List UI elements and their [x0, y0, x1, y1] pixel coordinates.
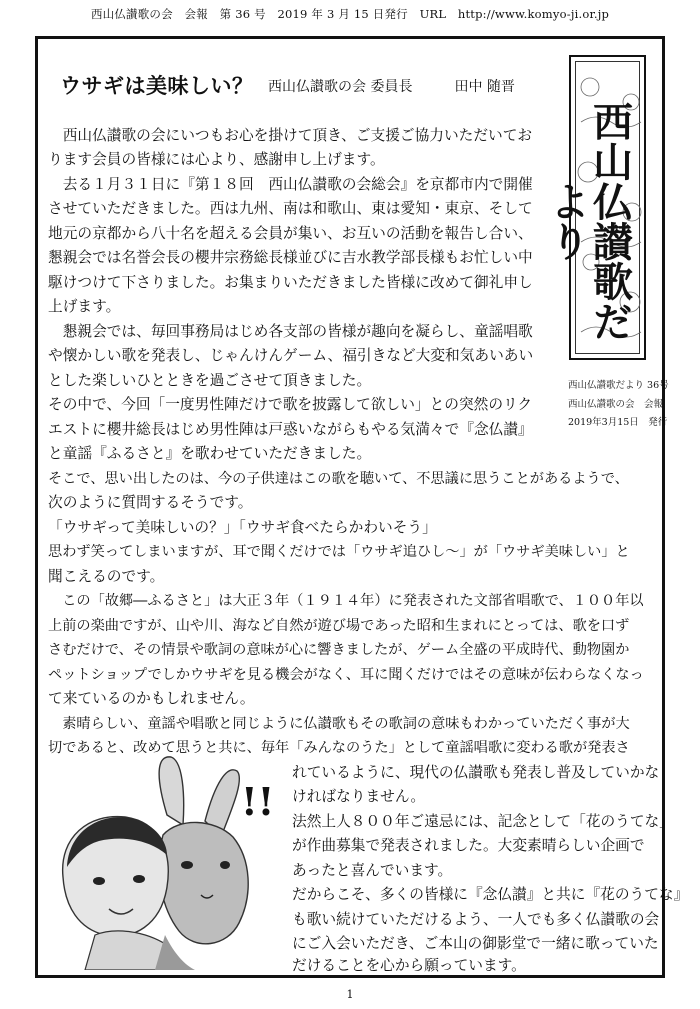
masthead-publisher: 西山仏讃歌の会 会報	[568, 398, 664, 410]
line: その中で、今回「一度男性陣だけで歌を披露して欲しい」との突然のリク	[48, 396, 533, 413]
line: 切であると、改めて思うと共に、毎年「みんなのうた」として童謡唱歌に変わる歌が発表さ	[48, 740, 630, 756]
wrap-line: だからこそ、多くの皆様に『念仏讃』と共に『花のうてな』	[292, 886, 689, 903]
line: この「故郷―ふるさと」は大正３年（１９１４年）に発表された文部省唱歌で、１００年以	[48, 593, 644, 609]
line: 上前の楽曲ですが、山や川、海など自然が遊び場であった昭和生まれにとっては、歌を口ず	[48, 618, 630, 634]
exclamation-marks: !!	[241, 779, 275, 824]
wrap-line: ければなりません。	[292, 788, 426, 805]
line: エストに櫻井総長はじめ男性陣は戸惑いながらもやる気満々で『念仏讃』	[48, 421, 533, 438]
line: させていただきました。西は九州、南は和歌山、東は愛知・東京、そして	[48, 200, 533, 217]
masthead-title: 西山仏讃歌だより	[543, 100, 634, 341]
line: て来ているのかもしれません。	[48, 690, 255, 707]
line: ペットショップでしかウサギを見る機会がなく、耳に聞くだけではその意味が伝わらなくなっ	[48, 667, 644, 683]
line: 駆けつけて下さりました。お集まりいただきました皆様に改めて御礼申し	[48, 274, 533, 291]
line: 去る１月３１日に『第１８回 西山仏讃歌の会総会』を京都市内で開催	[48, 176, 533, 193]
line: 次のように質問するそうです。	[48, 494, 253, 511]
newsletter-header: 西山仏讃歌の会 会報 第 36 号 2019 年 3 月 15 日発行 URL http://www.komyo-ji.or.jp	[90, 7, 610, 21]
line: とした楽しいひとときを過ごさせて頂きました。	[48, 372, 372, 389]
line: さむだけで、その情景や歌詞の意味が心に響きましたが、ゲーム全盛の平成時代、動物園か	[48, 642, 630, 658]
line: 思わず笑ってしまいますが、耳で聞くだけでは「ウサギ追ひし〜」が「ウサギ美味しい」と	[48, 544, 630, 560]
masthead-date: 2019年3月15日 発行	[568, 417, 668, 428]
line: 聞こえるのです。	[48, 568, 165, 585]
article-title: ウサギは美味しい？	[60, 74, 254, 98]
line: 懇親会では名誉会長の櫻井宗務総長様並びに吉水教学部長様もお忙しい中	[48, 249, 533, 266]
masthead-issue: 西山仏讃歌だより 36号	[568, 380, 669, 391]
wrap-line: が作曲募集で発表されました。大変素晴らしい企画で	[292, 837, 645, 854]
line: や懐かしい歌を発表し、じゃんけんゲーム、福引きなど大変和気あいあい	[48, 347, 534, 364]
wrap-line: も歌い続けていただけるよう、一人でも多く仏讃歌の会	[292, 911, 660, 928]
line: 「ウサギって美味しいの？」「ウサギ食べたらかわいそう」	[48, 519, 437, 536]
boy-and-rabbit-illustration	[55, 755, 295, 970]
line: と童謡『ふるさと』を歌わせていただきました。	[48, 445, 372, 462]
line: ります会員の皆様には心より、感謝申し上げます。	[48, 151, 385, 168]
line: そこで、思い出したのは、今の子供達はこの歌を聴いて、不思議に思うことがあるようで、	[48, 471, 629, 487]
line: 地元の京都から八十名を超える会員が集い、お互いの活動を報告し合い、	[48, 225, 533, 242]
wrap-line: 法然上人８００年ご遠忌には、記念として「花のうてな」	[292, 813, 674, 830]
article-author: 西山仏讃歌の会 委員長 田中 随晋	[268, 79, 515, 95]
wrap-line: にご入会いただき、ご本山の御影堂で一緒に歌っていた	[292, 935, 659, 952]
line: 上げます。	[48, 298, 121, 315]
line: 懇親会では、毎回事務局はじめ各支部の皆様が趣向を凝らし、童謡唱歌	[48, 323, 533, 340]
line: 西山仏讃歌の会にいつもお心を掛けて頂き、ご支援ご協力いただいてお	[48, 127, 533, 144]
line: 素晴らしい、童謡や唱歌と同じように仏讃歌もその歌詞の意味もわかっていただく事が大	[48, 716, 630, 732]
wrap-line: れているように、現代の仏讃歌も発表し普及していかな	[292, 764, 660, 781]
wrap-line: だけることを心から願っています。	[292, 957, 526, 974]
page-number: 1	[346, 988, 354, 1001]
wrap-line: あったと喜んでいます。	[292, 862, 453, 879]
